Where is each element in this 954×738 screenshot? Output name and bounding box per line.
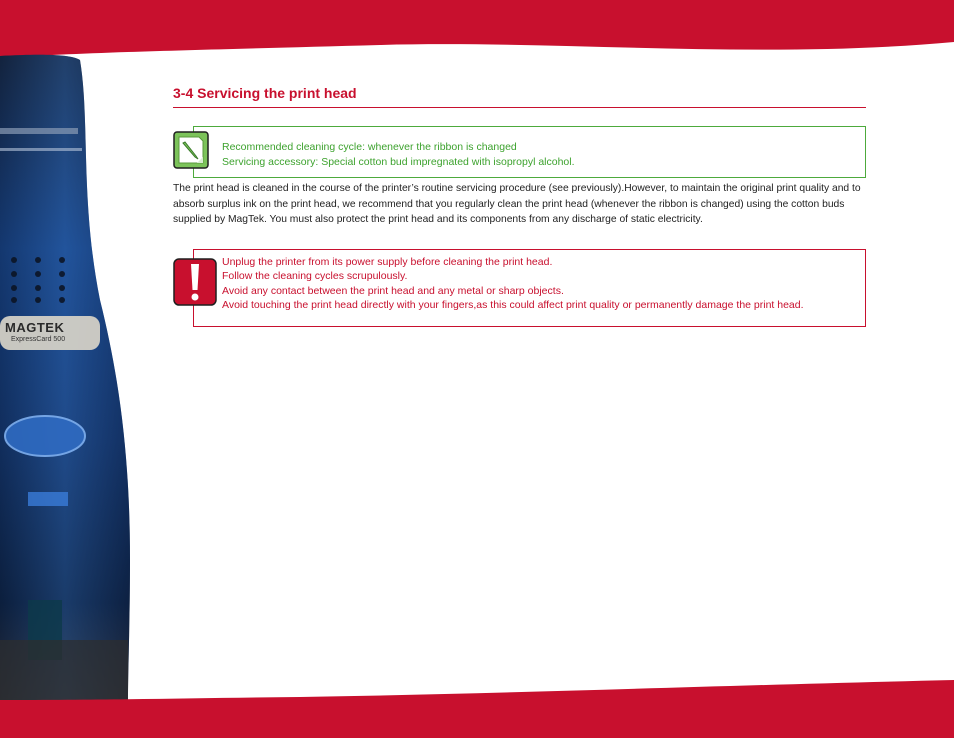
warning-box [193,249,866,327]
brand-product: ExpressCard 500 [11,336,66,343]
brand-logo: MAGTEK [5,320,65,335]
note-box [193,126,866,178]
body-paragraph [173,181,866,228]
warning-line-2: Follow the cleaning cycles scrupulously. [222,270,408,282]
exclamation-warning-icon [173,258,217,306]
warning-line-1: Unplug the printer from its power supply before cleaning the print head. [222,256,553,268]
title-divider [173,107,866,108]
pencil-note-icon [173,131,209,169]
warning-line-3: Avoid any contact between the print head and any metal or sharp objects. [222,285,564,297]
note-line-1: Recommended cleaning cycle: whenever the ribbon is changed [222,141,517,153]
section-title: 3-4 Servicing the print head [173,85,357,101]
body-text: The print head is cleaned in the course of the printer’s routine servicing procedure (see previously).However, to maintain the original print quality and to absorb surplus ink on the print head, we recommend that you regularly clean the print head (whenever the ribbon is changed) using the cotton buds supplied by MagTek. You must also protect the print head and its components from any discharge of static electricity. [173,183,861,225]
note-line-2: Servicing accessory: Special cotton bud impregnated with isopropyl alcohol. [222,156,575,168]
warning-line-4: Avoid touching the print head directly with your fingers,as this could affect print quality or permanently damage the print head. [222,299,804,311]
